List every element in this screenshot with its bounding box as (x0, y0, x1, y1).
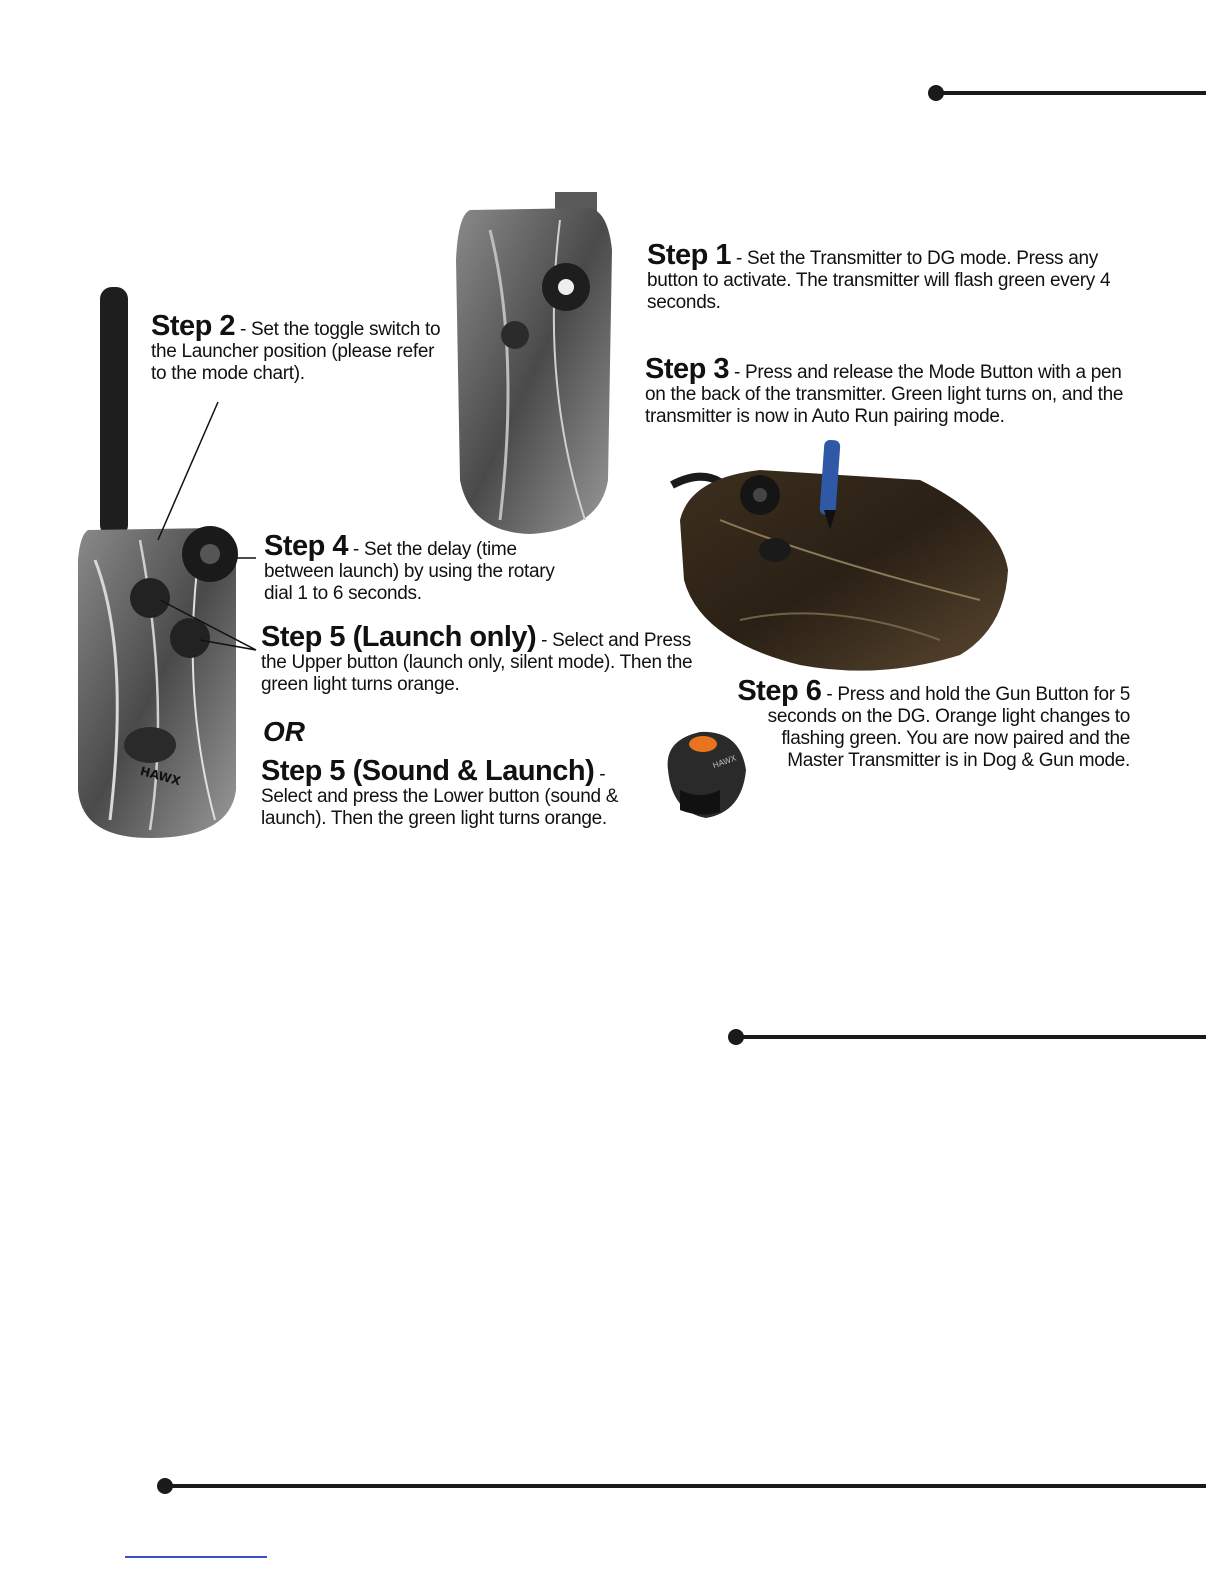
transmitter-back-image (456, 192, 612, 534)
step-4-text: - Set the delay (time between launch) by using the rotary dial 1 to 6 seconds. (264, 539, 555, 604)
footer-link-underline[interactable] (125, 1556, 267, 1558)
step-1 (647, 239, 1137, 314)
step-5b-heading: Step 5 (Sound & Launch) (261, 755, 595, 787)
step-2-text: - Set the toggle switch to the Launcher position (please refer to the mode chart). (151, 319, 441, 384)
brand-mark: HAWX (138, 764, 183, 789)
step-3-heading: Step 3 (645, 353, 730, 385)
step-2 (151, 310, 441, 385)
step-4-heading: Step 4 (264, 530, 349, 562)
step-4 (264, 530, 584, 605)
step-5-launch-only (261, 621, 701, 696)
step-1-text: - Set the Transmitter to DG mode. Press any button to activate. The transmitter will flash green every 4 seconds. (647, 248, 1111, 313)
step-5b-text: - Select and press the Lower button (sound & launch). Then the green light turns orange. (261, 764, 619, 829)
step-3 (645, 353, 1135, 428)
step-3-text: - Press and release the Mode Button with a pen on the back of the transmitter. Green light turns on, and the transmitter is now in Auto Run pairing mode. (645, 362, 1124, 427)
step-6 (730, 675, 1130, 772)
step-5a-heading: Step 5 (Launch only) (261, 621, 537, 653)
step-6-text: - Press and hold the Gun Button for 5 seconds on the DG. Orange light changes to flashing green. You are now paired and the Master Transmitter is in Dog & Gun mode. (767, 684, 1130, 771)
step-2-heading: Step 2 (151, 310, 236, 342)
step-1-heading: Step 1 (647, 239, 732, 271)
launcher-receiver-image (672, 440, 1008, 671)
brand-mark: HAWX (711, 753, 738, 771)
step-5-sound-launch (261, 755, 661, 830)
step-6-heading: Step 6 (737, 675, 822, 707)
or-label: OR (263, 716, 305, 747)
step-5a-text: - Select and Press the Upper button (launch only, silent mode). Then the green light turns orange. (261, 630, 693, 695)
